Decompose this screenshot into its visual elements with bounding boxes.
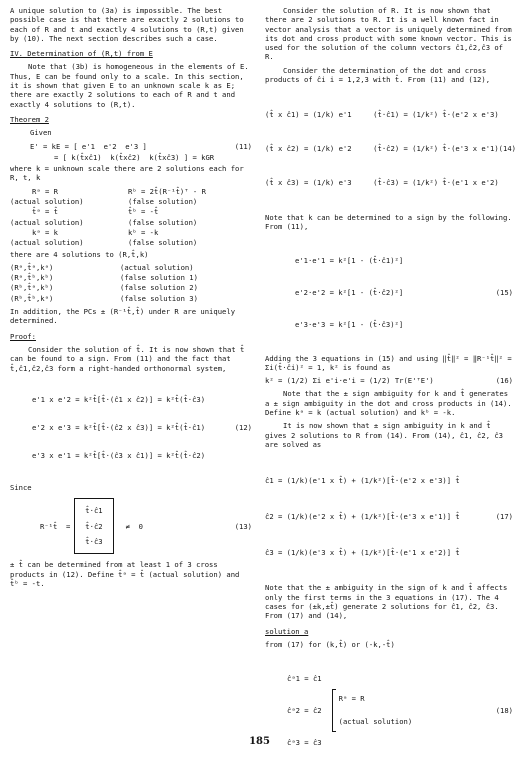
equation-17-number: (17) xyxy=(495,511,513,521)
pair-row: (actual solution) (false solution) xyxy=(10,197,198,207)
equation-17: ĉ1 = (1/k)(e'1 x t̂) + (1/k²)[t̂·(e'2 x e'3)] t̂ ĉ2 = (1/k)(e'2 x t̂) + (1/k²)[t̂·(e'3 x e'1)] t̂ ĉ3 = (1/k)(e'3 x t̂) + (1/k²)[t̂·(e'1 x e'2)] t̂ (17) xyxy=(265,475,513,557)
two-solutions-paragraph: It is now shown that ± sign ambiguity in k and t̂ gives 2 solutions to R from (14). From (14), ĉ1, ĉ2, ĉ3 are solved as xyxy=(265,421,503,449)
pair-row: Rᵃ = R Rᵇ = 2t̂(R⁻¹t̂)ᵀ - R xyxy=(32,186,206,196)
since-label: Since xyxy=(10,483,32,493)
solution-a-from: from (17) for (k,t̂) or (-k,-t̂) xyxy=(265,639,395,649)
equation-18-number: (18) xyxy=(495,705,513,715)
equation-13-lhs: R⁻¹t̂ = xyxy=(40,521,71,531)
theorem-2-title: Theorem 2 xyxy=(10,114,49,124)
proof-paragraph: Consider the solution of t̂. It is now shown that t̂ can be found to a sign. From (11) and the fact that t̂,ĉ1,ĉ2,ĉ3 form a right-handed orthonormal system, xyxy=(10,344,245,373)
solution-row: (Rᵃ,t̂ᵇ,kᵇ) (false solution 1) xyxy=(10,273,198,283)
equation-15-number: (15) xyxy=(495,287,513,297)
pair-row: (actual solution) (false solution) xyxy=(10,238,198,248)
left-column xyxy=(10,6,252,592)
four-solutions-text: there are 4 solutions to (R,t̂,k) xyxy=(10,249,149,259)
equation-13 xyxy=(10,498,252,554)
where-text: where k = unknown scale there are 2 solutions each for R, t, k xyxy=(10,164,244,183)
equation-15: e'1·e'1 = k²[1 - (t̂·ĉ1)²] e'2·e'2 = k²[1 - (t̂·ĉ2)²] e'3·e'3 = k²[1 - (t̂·ĉ3)²] (15) xyxy=(295,255,513,329)
k-sign-paragraph: Note that k can be determined to a sign by the following. From (11), xyxy=(265,212,512,231)
equation-18-bracket: Rᵃ = R (actual solution) xyxy=(332,689,427,732)
dot-cross-paragraph: Consider the determination of the dot and cross products of ĉi i = 1,2,3 with t̂. From (11) and (12), xyxy=(265,65,491,85)
equation-11-line-1: E' = kE = [ e'1 e'2 e'3 ] (11) xyxy=(30,141,252,151)
intro-paragraph: A unique solution to (3a) is impossible. The best possible case is that there are exactly 2 solutions to each of R and t and exactly 4 solutions to (R,t) given by (10). The next section describes such a case. xyxy=(10,6,244,43)
equation-12-number: (12) xyxy=(234,423,252,433)
page-number: 185 xyxy=(249,736,270,747)
closing-paragraph: ± t̂ can be determined from at least 1 of 3 cross products in (12). Define t̂ᵃ = t̂ (actual solution) and t̂ᵇ = -t. xyxy=(10,560,240,588)
equation-12: e'1 x e'2 = k²t̂[t̂·(ĉ1 x ĉ2)] = k²t̂(t̂·ĉ3) e'2 x e'3 = k²t̂[t̂·(ĉ2 x ĉ3)] = k²t̂(t̂·ĉ1) e'3 x e'1 = k²t̂[t̂·(ĉ3 x ĉ1)] = k²t̂(t̂·ĉ2) (12) xyxy=(32,395,252,461)
equation-13-matrix: t̂·ĉ1 t̂·ĉ2 t̂·ĉ3 xyxy=(74,498,113,554)
solution-row: (Rᵇ,t̂ᵇ,kᵃ) (false solution 3) xyxy=(10,293,198,303)
equation-14-number: (14) xyxy=(498,143,516,153)
section-iv-title: IV. Determination of (R,t) from E xyxy=(10,49,153,59)
pair-row: kᵃ = k kᵇ = -k xyxy=(32,227,159,237)
solution-a-title: solution a xyxy=(265,626,309,636)
ambiguity-note-paragraph: Note that the ± ambiguity in the sign of k and t̂ affects only the first terms in the 3 equations in (17). The 4 cases for (±k,±t̂) generate 2 solutions for ĉ1, ĉ2, ĉ3. From (17) and (14), xyxy=(265,583,508,621)
equation-14: (t̂ x ĉ1) = (1/k) e'1 (t̂·ĉ1) = (1/k²) t̂·(e'2 x e'3) (t̂ x ĉ2) = (1/k) e'2 (t̂·ĉ2) = (1/k²) t̂·(e'3 x e'1) (t̂ x ĉ3) = (1/k) e'3 (t̂·ĉ3) = (1/k²) t̂·(e'1 x e'2) (14) xyxy=(265,109,516,187)
solution-list xyxy=(10,263,252,303)
equation-18: ĉᵃ1 = ĉ1 ĉᵃ2 = ĉ2 ĉᵃ3 = ĉ3 Rᵃ = R (actual solution) (18) xyxy=(287,673,513,747)
equation-16: k² = (1/2) Σi e'i·e'i = (1/2) Tr(E'ᵀE') (16) xyxy=(265,376,513,386)
equation-11-number: (11) xyxy=(234,141,252,151)
equation-13-number: (13) xyxy=(234,521,252,531)
section-iv-paragraph: Note that (3b) is homogeneous in the elements of E. Thus, E can be found only to a scale. In this section, it is shown that given E to an unknown scale k as E; there are exactly 2 solutions to each of R and t and exactly 4 solutions to (R,t). xyxy=(10,62,249,109)
r-solution-paragraph: Consider the solution of R. It is now shown that there are 2 solutions to R. It is a well known fact in vector analysis that a vector is uniquely determined from its dot and cross product with some known vector. This is used for the solution of the column vectors ĉ1,ĉ2,ĉ3 of R. xyxy=(265,6,512,62)
addition-text: In addition, the PCs ± (R⁻¹t̂,t̂) under R are uniquely determined. xyxy=(10,307,236,326)
solution-row: (Rᵃ,t̂ᵃ,kᵃ) (actual solution) xyxy=(10,262,194,272)
adding-paragraph: Adding the 3 equations in (15) and using ‖t̂‖² = ‖R⁻¹t̂‖² = Σi(t̂·ĉi)² = 1, k² is found as xyxy=(265,353,512,372)
solution-row: (Rᵇ,t̂ᵃ,kᵇ) (false solution 2) xyxy=(10,283,198,293)
equation-11-line-2: = [ k(t̂xĉ1) k(t̂xĉ2) k(t̂xĉ3) ] = kGR xyxy=(54,152,215,162)
given-label: Given xyxy=(30,128,52,138)
right-column xyxy=(265,6,516,771)
pair-row: (actual solution) (false solution) xyxy=(10,217,198,227)
pair-row: t̂ᵃ = t̂ t̂ᵇ = -t̂ xyxy=(32,207,159,217)
equation-13-not-equal: ≠ 0 xyxy=(125,521,143,531)
solution-pairs xyxy=(10,187,252,248)
sign-ambiguity-paragraph: Note that the ± sign ambiguity for k and t̂ generates a ± sign ambiguity in the dot and cross products in (14). Define kᵃ = k (actual solution) and kᵇ = -k. xyxy=(265,389,512,417)
equation-16-number: (16) xyxy=(495,376,513,386)
proof-title: Proof: xyxy=(10,331,36,341)
